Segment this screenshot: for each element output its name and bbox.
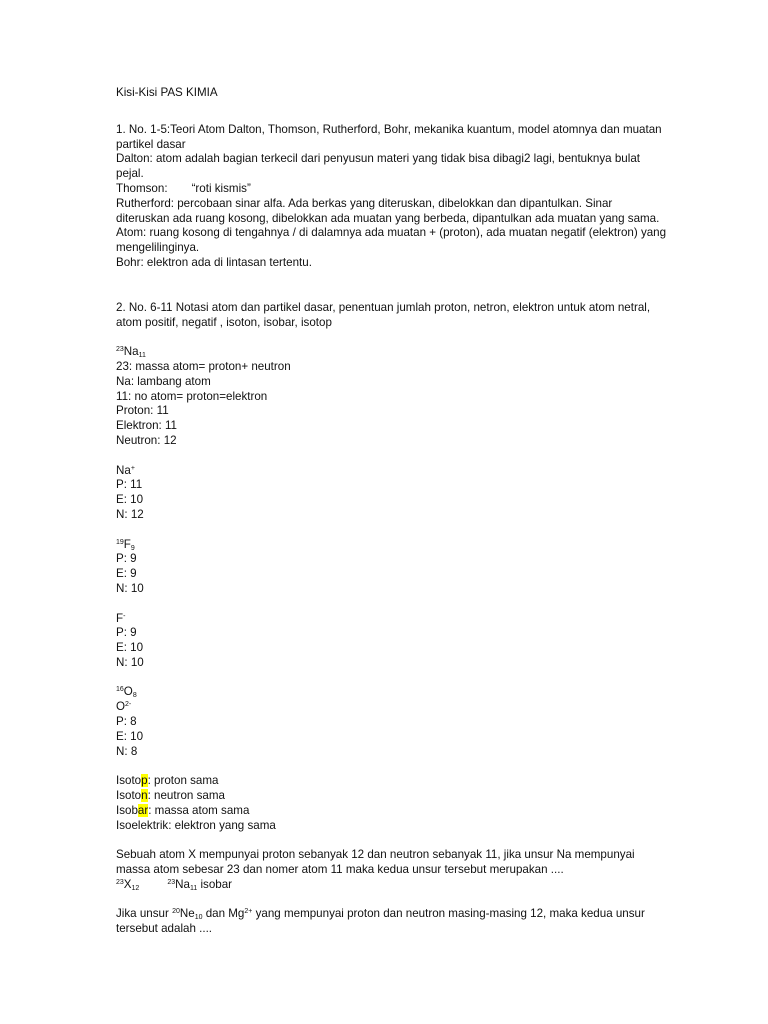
na-ion-line: E: 10 [116, 493, 144, 507]
na-line: Elektron: 11 [116, 419, 178, 433]
bohr-text: Bohr: elektron ada di lintasan tertentu. [116, 255, 312, 269]
f-line: N: 10 [116, 581, 144, 595]
f-ion-line: P: 9 [116, 626, 137, 640]
dalton-text: Dalton: atom adalah bagian terkecil dari penyusun materi yang tidak bisa dibagi2 lagi, bentuknya bulat pejal. [116, 152, 640, 181]
section1-heading: 1. No. 1-5:Teori Atom Dalton, Thomson, Rutherford, Bohr, mekanika kuantum, model atomnya dan muatan partikel dasar [116, 122, 662, 151]
o-line: P: 8 [116, 715, 137, 729]
f-line: E: 9 [116, 567, 137, 581]
thomson-value: “roti kismis” [191, 181, 251, 195]
document-title: Kisi-Kisi PAS KIMIA [116, 86, 218, 99]
question-2-text: Jika unsur $^{20}Ne_{10}$ dan $Mg^{2+}$ yang mempunyai proton dan neutron masing-masing 12, maka kedua unsur tersebut adalah .... [116, 907, 645, 936]
isotop-definition: Isotop: proton sama [116, 774, 219, 788]
f-line: P: 9 [116, 552, 137, 566]
highlight: ar [137, 803, 149, 817]
f-ion-line: N: 10 [116, 655, 144, 669]
na-ion-notation: Na+ [116, 463, 135, 477]
thomson-label: Thomson: [116, 181, 168, 195]
na-ion-line: P: 11 [116, 478, 143, 492]
na-notation: $^{23}Na_{11}$ [116, 345, 146, 360]
na-line: Proton: 11 [116, 404, 169, 418]
section2-heading: 2. No. 6-11 Notasi atom dan partikel dasar, penentuan jumlah proton, netron, elektron untuk atom netral, atom positif, negatif , isoton, isobar, isotop [116, 300, 651, 329]
question-1-text: Sebuah atom X mempunyai proton sebanyak 12 dan neutron sebanyak 11, jika unsur Na mempunyai massa atom sebesar 23 dan nomer atom 11 maka kedua unsur tersebut merupakan .... [116, 848, 635, 877]
thomson-line [116, 182, 668, 197]
isoton-definition: Isoton: neutron sama [116, 789, 225, 803]
isobar-definition: Isobar: massa atom sama [116, 803, 250, 817]
isoelektrik-definition: Isoelektrik: elektron yang sama [116, 818, 276, 832]
f-ion-line: E: 10 [116, 641, 144, 655]
o-line: N: 8 [116, 744, 138, 758]
na-line: Na: lambang atom [116, 374, 211, 388]
na-line: 23: massa atom= proton+ neutron [116, 359, 291, 373]
o-line: E: 10 [116, 729, 144, 743]
o-notation: $^{16}O_8$ [116, 685, 137, 700]
o-ion-notation: $O^{2-}$ [116, 700, 132, 714]
na-ion-line: N: 12 [116, 507, 144, 521]
f-ion-notation: F- [116, 611, 126, 625]
rutherford-text: Rutherford: percobaan sinar alfa. Ada berkas yang diteruskan, dibelokkan dan dipantulkan. Sinar diteruskan ada ruang kosong, dibelokkan ada muatan yang berbeda, dipantulkan ada muatan yang sama. Atom: ruang kosong di tengahnya / di dalamnya ada muatan + (proton), ada muatan negatif (elektron) yang mengelilinginya. [116, 196, 667, 255]
na-line: Neutron: 12 [116, 433, 177, 447]
highlight: p [141, 774, 148, 788]
f-notation: $^{19}F_9$ [116, 537, 135, 552]
highlight: n [141, 789, 148, 803]
na-line: 11: no atom= proton=elektron [116, 389, 268, 403]
question-1-answer: $^{23}X_{12}^{23}Na_{11}$ isobar [116, 877, 233, 892]
